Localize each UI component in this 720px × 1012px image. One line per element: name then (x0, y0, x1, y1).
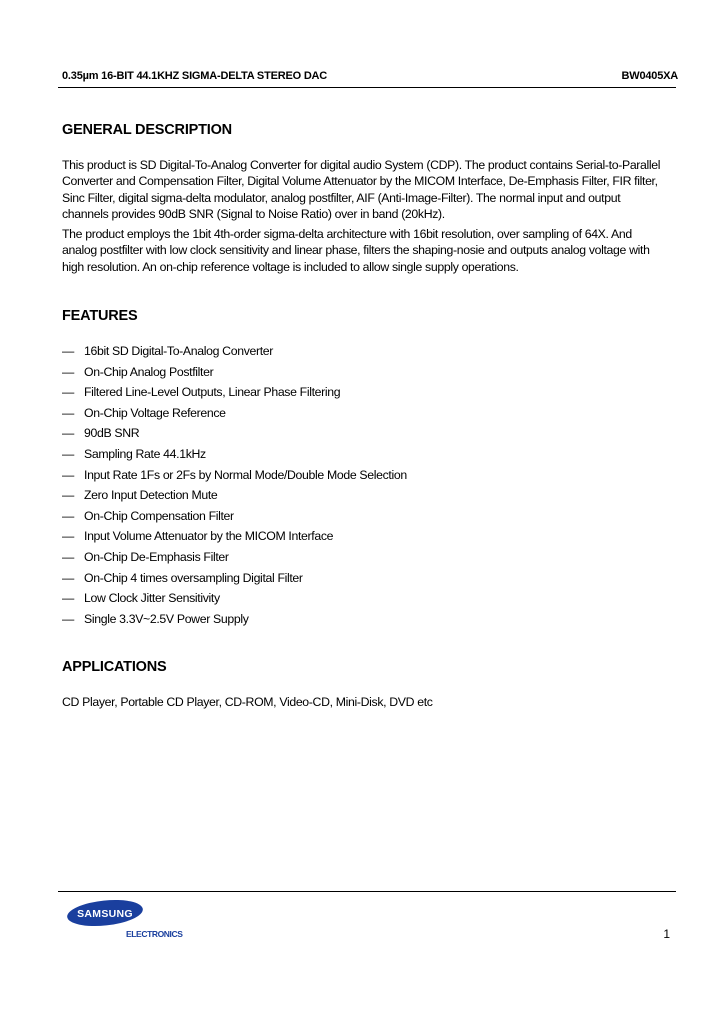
bullet-dash: — (62, 611, 74, 626)
feature-text: On-Chip 4 times oversampling Digital Filter (84, 570, 303, 585)
list-item (62, 528, 407, 549)
feature-text: On-Chip Compensation Filter (84, 508, 234, 523)
list-item (62, 446, 407, 467)
applications-text: CD Player, Portable CD Player, CD-ROM, Video-CD, Mini-Disk, DVD etc (62, 695, 433, 709)
bullet-dash: — (62, 405, 74, 420)
footer-rule (58, 891, 676, 892)
feature-text: Sampling Rate 44.1kHz (84, 446, 206, 461)
list-item (62, 549, 407, 570)
description-paragraph-1: This product is SD Digital-To-Analog Converter for digital audio System (CDP). The product contains Serial-to-Parallel Converter and Compensation Filter, Digital Volume Attenuator by the MICOM Interface, De-Emphasis Filter, FIR filter, Sinc Filter, digital sigma-delta modulator, analog postfilter, AIF (Anti-Image-Filter). The normal input and output channels provides 90dB SNR (Signal to Noise Ratio) over in band (20kHz). (62, 158, 661, 221)
feature-text: Low Clock Jitter Sensitivity (84, 591, 220, 606)
feature-text: On-Chip Voltage Reference (84, 405, 226, 420)
list-item (62, 364, 407, 385)
bullet-dash: — (62, 385, 74, 400)
feature-text: Zero Input Detection Mute (84, 488, 218, 503)
description-paragraph-2: The product employs the 1bit 4th-order sigma-delta architecture with 16bit resolution, over sampling of 64X. And analog postfilter with low clock sensitivity and linear phase, filters the shaping-nosie and outputs analog voltage with high resolution. An on-chip reference voltage is included to allow single supply operations. (62, 227, 650, 274)
bullet-dash: — (62, 344, 74, 358)
part-number: BW0405XA (621, 70, 678, 82)
bullet-dash: — (62, 591, 74, 606)
bullet-dash: — (62, 488, 74, 503)
feature-text: On-Chip De-Emphasis Filter (84, 549, 229, 564)
page-number: 1 (663, 927, 670, 941)
bullet-dash: — (62, 467, 74, 482)
document-title: 0.35µm 16-BIT 44.1KHZ SIGMA-DELTA STEREO DAC (62, 70, 328, 82)
bullet-dash: — (62, 529, 74, 544)
logo-text: SAMSUNG (77, 908, 133, 920)
list-item (62, 467, 407, 488)
list-item (62, 487, 407, 508)
bullet-dash: — (62, 570, 74, 585)
bullet-dash: — (62, 446, 74, 461)
feature-text: Input Rate 1Fs or 2Fs by Normal Mode/Double Mode Selection (84, 467, 407, 482)
feature-text: Single 3.3V~2.5V Power Supply (84, 611, 249, 626)
list-item (62, 343, 407, 364)
list-item (62, 570, 407, 591)
feature-text: Filtered Line-Level Outputs, Linear Phase Filtering (84, 385, 341, 400)
features-heading: FEATURES (62, 308, 138, 324)
applications-heading: APPLICATIONS (62, 659, 167, 675)
list-item (62, 425, 407, 446)
general-description-heading: GENERAL DESCRIPTION (62, 122, 232, 138)
features-list (62, 343, 407, 631)
list-item (62, 405, 407, 426)
feature-text: 16bit SD Digital-To-Analog Converter (84, 344, 274, 358)
logo-subtext: ELECTRONICS (126, 929, 183, 939)
bullet-dash: — (62, 426, 74, 441)
bullet-dash: — (62, 508, 74, 523)
list-item (62, 611, 407, 632)
feature-text: On-Chip Analog Postfilter (84, 364, 214, 379)
list-item (62, 508, 407, 529)
list-item (62, 384, 407, 405)
feature-text: 90dB SNR (84, 426, 140, 441)
feature-text: Input Volume Attenuator by the MICOM Interface (84, 529, 334, 544)
list-item (62, 590, 407, 611)
bullet-dash: — (62, 549, 74, 564)
bullet-dash: — (62, 364, 74, 379)
header-rule (58, 87, 676, 88)
